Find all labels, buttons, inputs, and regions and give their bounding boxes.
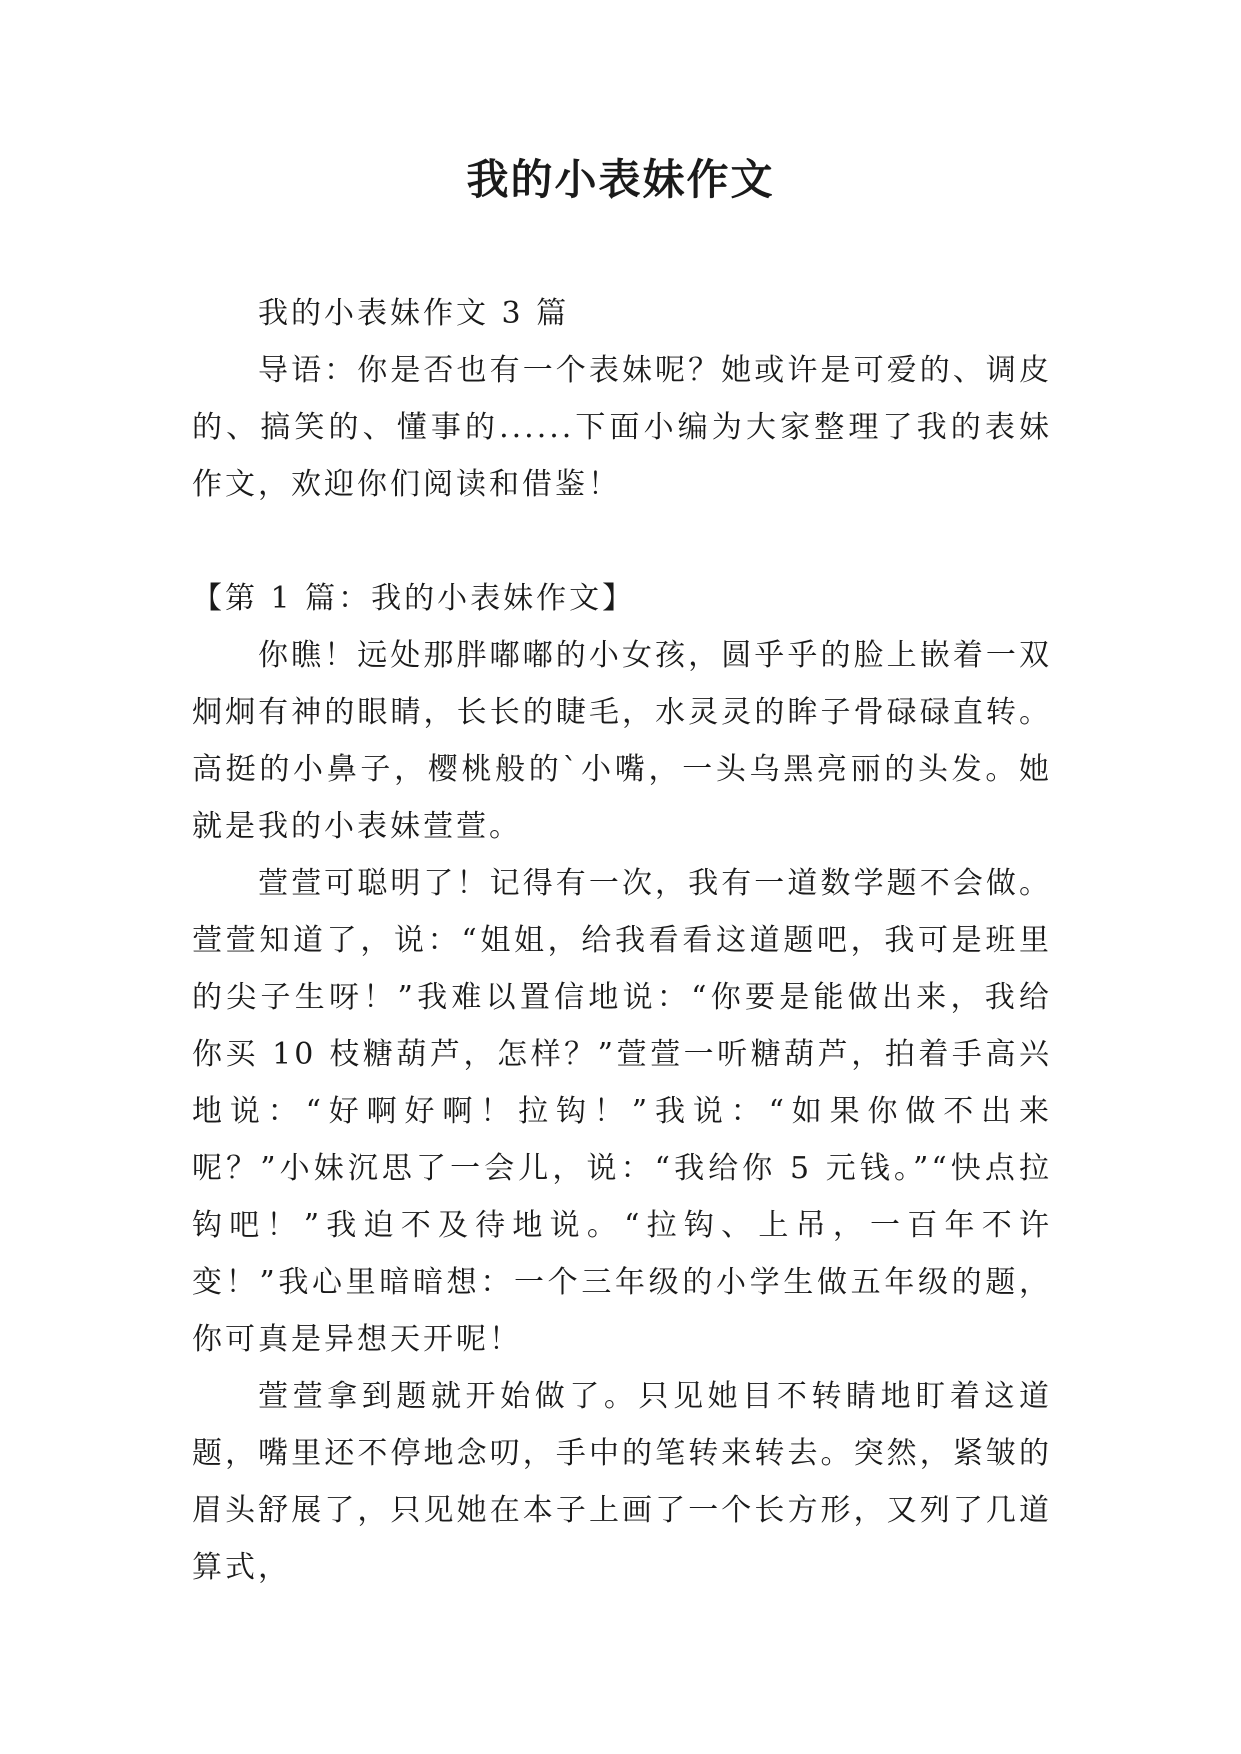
intro-paragraph: 导语：你是否也有一个表妹呢？她或许是可爱的、调皮的、搞笑的、懂事的......下面小编为大家整理了我的表妹作文，欢迎你们阅读和借鉴！ <box>192 353 1052 502</box>
subtitle-paragraph: 我的小表妹作文 3 篇 <box>258 296 570 331</box>
document-title: 我的小表妹作文 <box>466 155 775 204</box>
section-heading: 【第 1 篇：我的小表妹作文】 <box>192 581 636 616</box>
body-paragraph: 你瞧！远处那胖嘟嘟的小女孩，圆乎乎的脸上嵌着一双炯炯有神的眼睛，长长的睫毛，水灵灵的眸子骨碌碌直转。高挺的小鼻子，樱桃般的`小嘴，一头乌黑亮丽的头发。她就是我的小表妹萱萱。 <box>192 638 1052 844</box>
section-gap <box>192 513 1052 570</box>
body-paragraph: 萱萱可聪明了！记得有一次，我有一道数学题不会做。萱萱知道了，说：“姐姐，给我看看这道题吧，我可是班里的尖子生呀！”我难以置信地说：“你要是能做出来，我给你买 10 枝糖葫芦，怎样？”萱萱一听糖葫芦，拍着手高兴地说：“好啊好啊！拉钩！”我说：“如果你做不出来呢？”小妹沉思了一会儿，说：“我给你 5 元钱。”“快点拉钩吧！”我迫不及待地说。“拉钩、上吊，一百年不许变！”我心里暗暗想：一个三年级的小学生做五年级的题，你可真是异想天开呢！ <box>192 866 1052 1357</box>
body-paragraph: 萱萱拿到题就开始做了。只见她目不转睛地盯着这道题，嘴里还不停地念叨，手中的笔转来转去。突然，紧皱的眉头舒展了，只见她在本子上画了一个长方形，又列了几道算式， <box>192 1379 1052 1585</box>
document-body <box>192 285 1052 1596</box>
